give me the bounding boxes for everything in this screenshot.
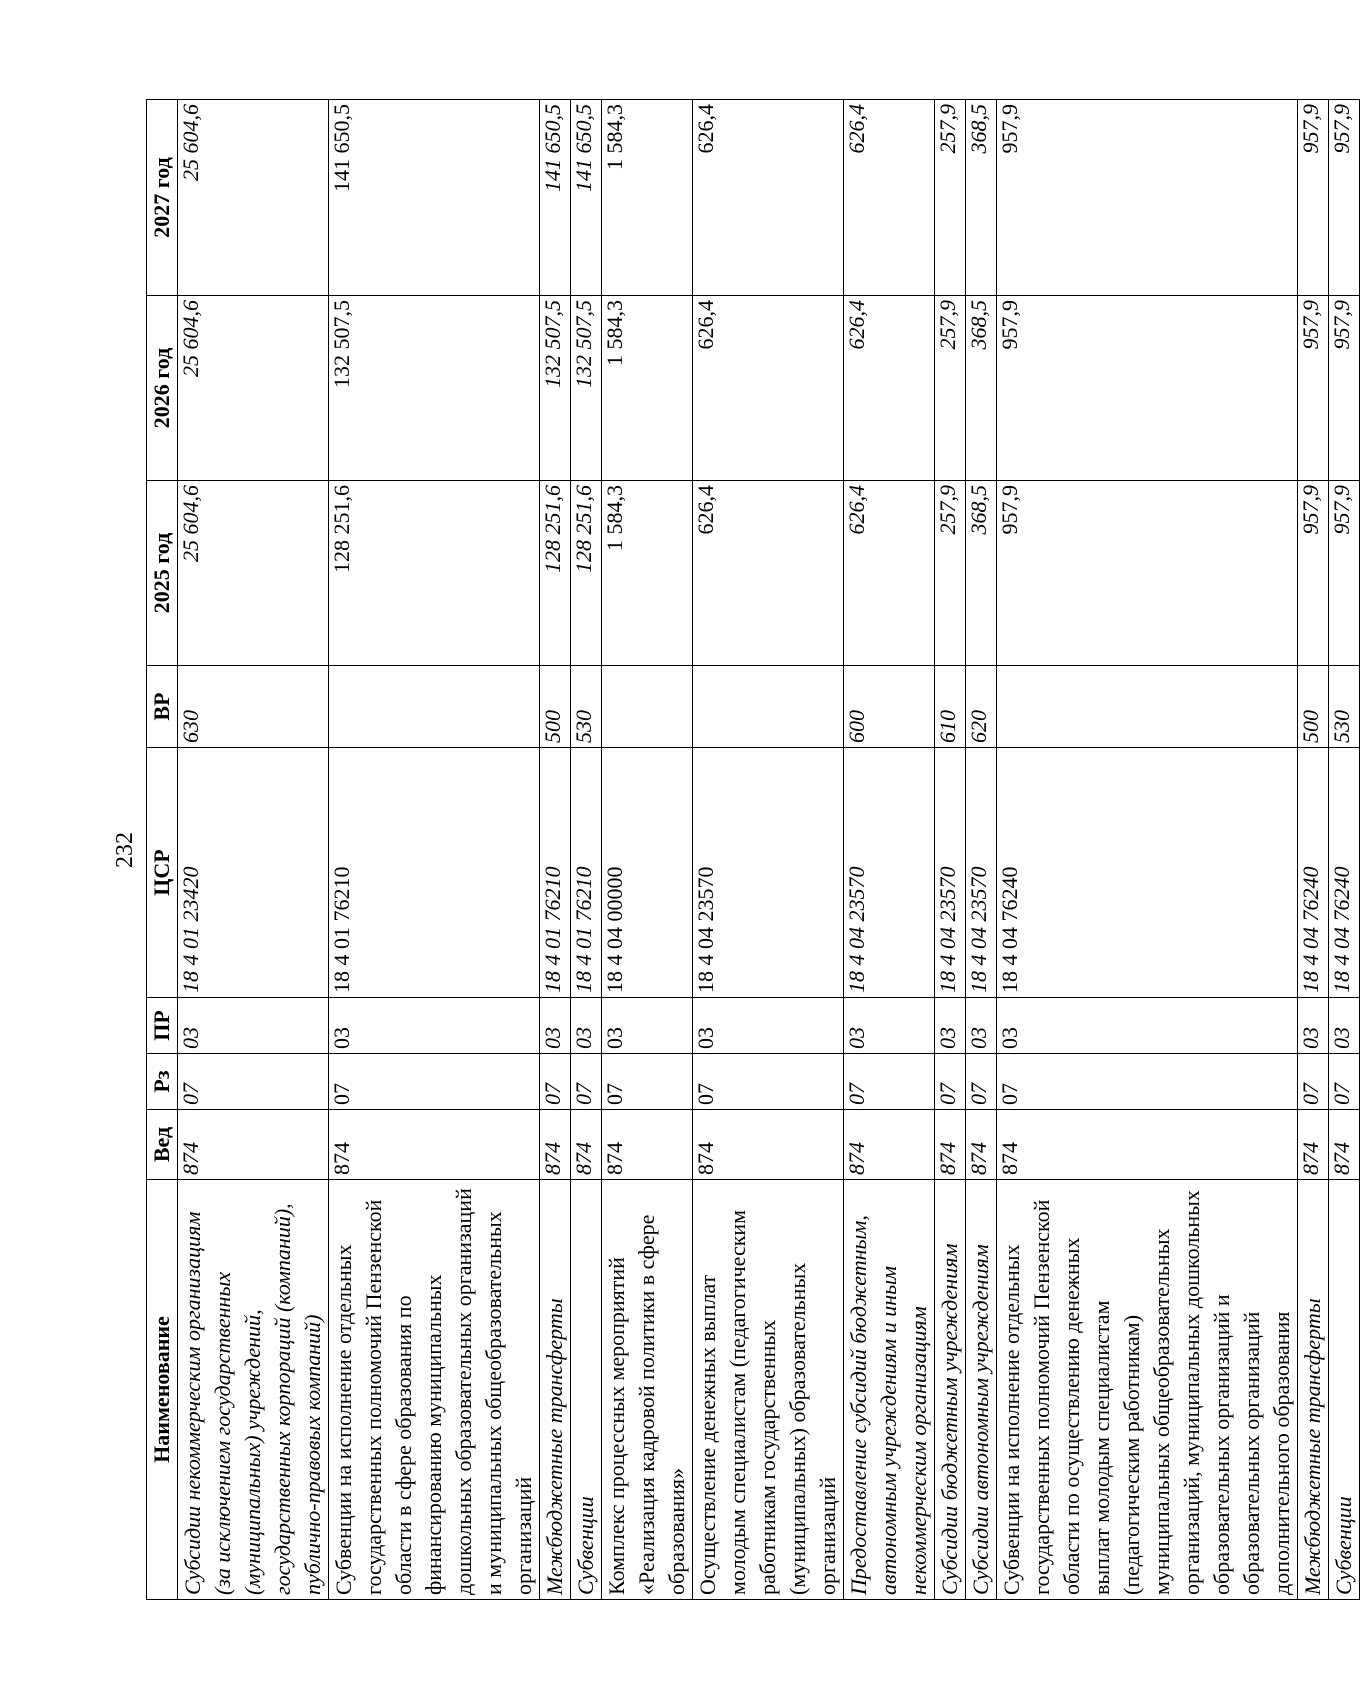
page-number: 232 (112, 832, 138, 868)
header-ved: Вед (147, 1110, 178, 1180)
table-row (329, 100, 540, 1600)
cell-2027: 957,9 (997, 100, 1298, 296)
header-pr: ПР (147, 998, 178, 1054)
cell-2026: 957,9 (997, 296, 1298, 481)
cell-csr: 18 4 04 23570 (935, 748, 966, 998)
cell-pr: 03 (571, 998, 602, 1054)
cell-rz: 07 (329, 1054, 540, 1110)
header-csr: ЦСР (147, 748, 178, 998)
cell-vr (693, 666, 844, 748)
cell-ved: 874 (178, 1110, 329, 1180)
table-row (1329, 100, 1360, 1600)
cell-name: Межбюджетные трансферты (540, 1180, 571, 1600)
cell-vr: 600 (844, 666, 935, 748)
cell-2027: 141 650,5 (571, 100, 602, 296)
cell-2026: 626,4 (844, 296, 935, 481)
cell-ved: 874 (935, 1110, 966, 1180)
header-2026: 2026 год (147, 296, 178, 481)
cell-ved: 874 (571, 1110, 602, 1180)
cell-name: Комплекс процессных мероприятий «Реализация кадровой политики в сфере образования» (602, 1180, 693, 1600)
cell-csr: 18 4 04 23570 (966, 748, 997, 998)
cell-name: Субвенции на исполнение отдельных государственных полномочий Пензенской области в сфере образования по финансированию муниципальных дошкольных образовательных организаций и муниципальных общеобразовательных организаций (329, 1180, 540, 1600)
cell-name: Субсидии автономным учреждениям (966, 1180, 997, 1600)
cell-2027: 626,4 (693, 100, 844, 296)
cell-ved: 874 (997, 1110, 1298, 1180)
cell-2027: 141 650,5 (329, 100, 540, 296)
cell-ved: 874 (844, 1110, 935, 1180)
cell-rz: 07 (844, 1054, 935, 1110)
cell-ved: 874 (693, 1110, 844, 1180)
cell-2027: 25 604,6 (178, 100, 329, 296)
cell-ved: 874 (540, 1110, 571, 1180)
cell-name: Субвенции на исполнение отдельных государственных полномочий Пензенской области по осуществлению денежных выплат молодым специалистам (педагогическим работникам) муниципальных общеобразовательных организаций, муниципальных дошкольных образовательных организаций и образовательных организаций дополнительного образования (997, 1180, 1298, 1600)
cell-2027: 1 584,3 (602, 100, 693, 296)
cell-vr (329, 666, 540, 748)
table-row (935, 100, 966, 1600)
cell-2026: 1 584,3 (602, 296, 693, 481)
cell-ved: 874 (966, 1110, 997, 1180)
cell-2025: 957,9 (997, 481, 1298, 666)
cell-name: Субвенции (1329, 1180, 1360, 1600)
cell-2027: 626,4 (844, 100, 935, 296)
header-2027: 2027 год (147, 100, 178, 296)
cell-2027: 957,9 (1329, 100, 1360, 296)
cell-2026: 25 604,6 (178, 296, 329, 481)
cell-2026: 132 507,5 (540, 296, 571, 481)
cell-vr: 610 (935, 666, 966, 748)
cell-csr: 18 4 04 76240 (1298, 748, 1329, 998)
cell-name: Межбюджетные трансферты (1298, 1180, 1329, 1600)
cell-rz: 07 (966, 1054, 997, 1110)
cell-2025: 257,9 (935, 481, 966, 666)
table-row (540, 100, 571, 1600)
cell-vr: 620 (966, 666, 997, 748)
cell-vr: 630 (178, 666, 329, 748)
cell-ved: 874 (1329, 1110, 1360, 1180)
cell-vr (602, 666, 693, 748)
cell-pr: 03 (178, 998, 329, 1054)
cell-pr: 03 (329, 998, 540, 1054)
cell-2025: 128 251,6 (329, 481, 540, 666)
cell-ved: 874 (1298, 1110, 1329, 1180)
cell-2026: 957,9 (1298, 296, 1329, 481)
cell-rz: 07 (1329, 1054, 1360, 1110)
budget-table (146, 99, 1360, 1600)
cell-2025: 957,9 (1329, 481, 1360, 666)
cell-2026: 257,9 (935, 296, 966, 481)
cell-rz: 07 (935, 1054, 966, 1110)
cell-2025: 957,9 (1298, 481, 1329, 666)
cell-pr: 03 (1298, 998, 1329, 1054)
cell-2027: 957,9 (1298, 100, 1329, 296)
cell-name: Субвенции (571, 1180, 602, 1600)
table-row (844, 100, 935, 1600)
header-2025: 2025 год (147, 481, 178, 666)
cell-name: Предоставление субсидий бюджетным, автономным учреждениям и иным некоммерческим организациям (844, 1180, 935, 1600)
cell-rz: 07 (178, 1054, 329, 1110)
cell-vr: 530 (571, 666, 602, 748)
header-vr: ВР (147, 666, 178, 748)
table-row (602, 100, 693, 1600)
table-row (178, 100, 329, 1600)
cell-rz: 07 (571, 1054, 602, 1110)
cell-pr: 03 (693, 998, 844, 1054)
cell-csr: 18 4 01 76210 (540, 748, 571, 998)
header-rz: Рз (147, 1054, 178, 1110)
cell-2025: 128 251,6 (571, 481, 602, 666)
cell-2025: 368,5 (966, 481, 997, 666)
cell-pr: 03 (935, 998, 966, 1054)
cell-pr: 03 (997, 998, 1298, 1054)
cell-2026: 368,5 (966, 296, 997, 481)
cell-csr: 18 4 04 76240 (1329, 748, 1360, 998)
cell-name: Осуществление денежных выплат молодым специалистам (педагогическим работникам государственных (муниципальных) образовательных организаций (693, 1180, 844, 1600)
cell-2026: 132 507,5 (329, 296, 540, 481)
cell-rz: 07 (997, 1054, 1298, 1110)
cell-pr: 03 (602, 998, 693, 1054)
cell-pr: 03 (540, 998, 571, 1054)
cell-2025: 626,4 (693, 481, 844, 666)
cell-2027: 368,5 (966, 100, 997, 296)
cell-rz: 07 (693, 1054, 844, 1110)
table-row (571, 100, 602, 1600)
cell-2026: 132 507,5 (571, 296, 602, 481)
header-name: Наименование (147, 1180, 178, 1600)
cell-2025: 1 584,3 (602, 481, 693, 666)
cell-csr: 18 4 04 76240 (997, 748, 1298, 998)
cell-rz: 07 (1298, 1054, 1329, 1110)
cell-csr: 18 4 04 23570 (844, 748, 935, 998)
cell-2026: 957,9 (1329, 296, 1360, 481)
cell-2027: 141 650,5 (540, 100, 571, 296)
cell-2025: 128 251,6 (540, 481, 571, 666)
cell-pr: 03 (966, 998, 997, 1054)
cell-rz: 07 (540, 1054, 571, 1110)
cell-2025: 25 604,6 (178, 481, 329, 666)
cell-vr (997, 666, 1298, 748)
cell-vr: 500 (540, 666, 571, 748)
cell-ved: 874 (602, 1110, 693, 1180)
cell-pr: 03 (1329, 998, 1360, 1054)
cell-csr: 18 4 01 76210 (571, 748, 602, 998)
cell-ved: 874 (329, 1110, 540, 1180)
table-row (966, 100, 997, 1600)
table-row (997, 100, 1298, 1600)
table-row (693, 100, 844, 1600)
cell-name: Субсидии бюджетным учреждениям (935, 1180, 966, 1600)
cell-2027: 257,9 (935, 100, 966, 296)
cell-csr: 18 4 01 23420 (178, 748, 329, 998)
rotated-page (110, 80, 1356, 1620)
cell-rz: 07 (602, 1054, 693, 1110)
cell-csr: 18 4 04 23570 (693, 748, 844, 998)
cell-name: Субсидии некоммерческим организациям (за исключением государственных (муниципальных) учреждений, государственных корпораций (компаний), публично-правовых компаний) (178, 1180, 329, 1600)
table-row (1298, 100, 1329, 1600)
cell-2026: 626,4 (693, 296, 844, 481)
header-row (147, 100, 178, 1600)
cell-csr: 18 4 04 00000 (602, 748, 693, 998)
cell-pr: 03 (844, 998, 935, 1054)
cell-csr: 18 4 01 76210 (329, 748, 540, 998)
cell-2025: 626,4 (844, 481, 935, 666)
cell-vr: 530 (1329, 666, 1360, 748)
cell-vr: 500 (1298, 666, 1329, 748)
